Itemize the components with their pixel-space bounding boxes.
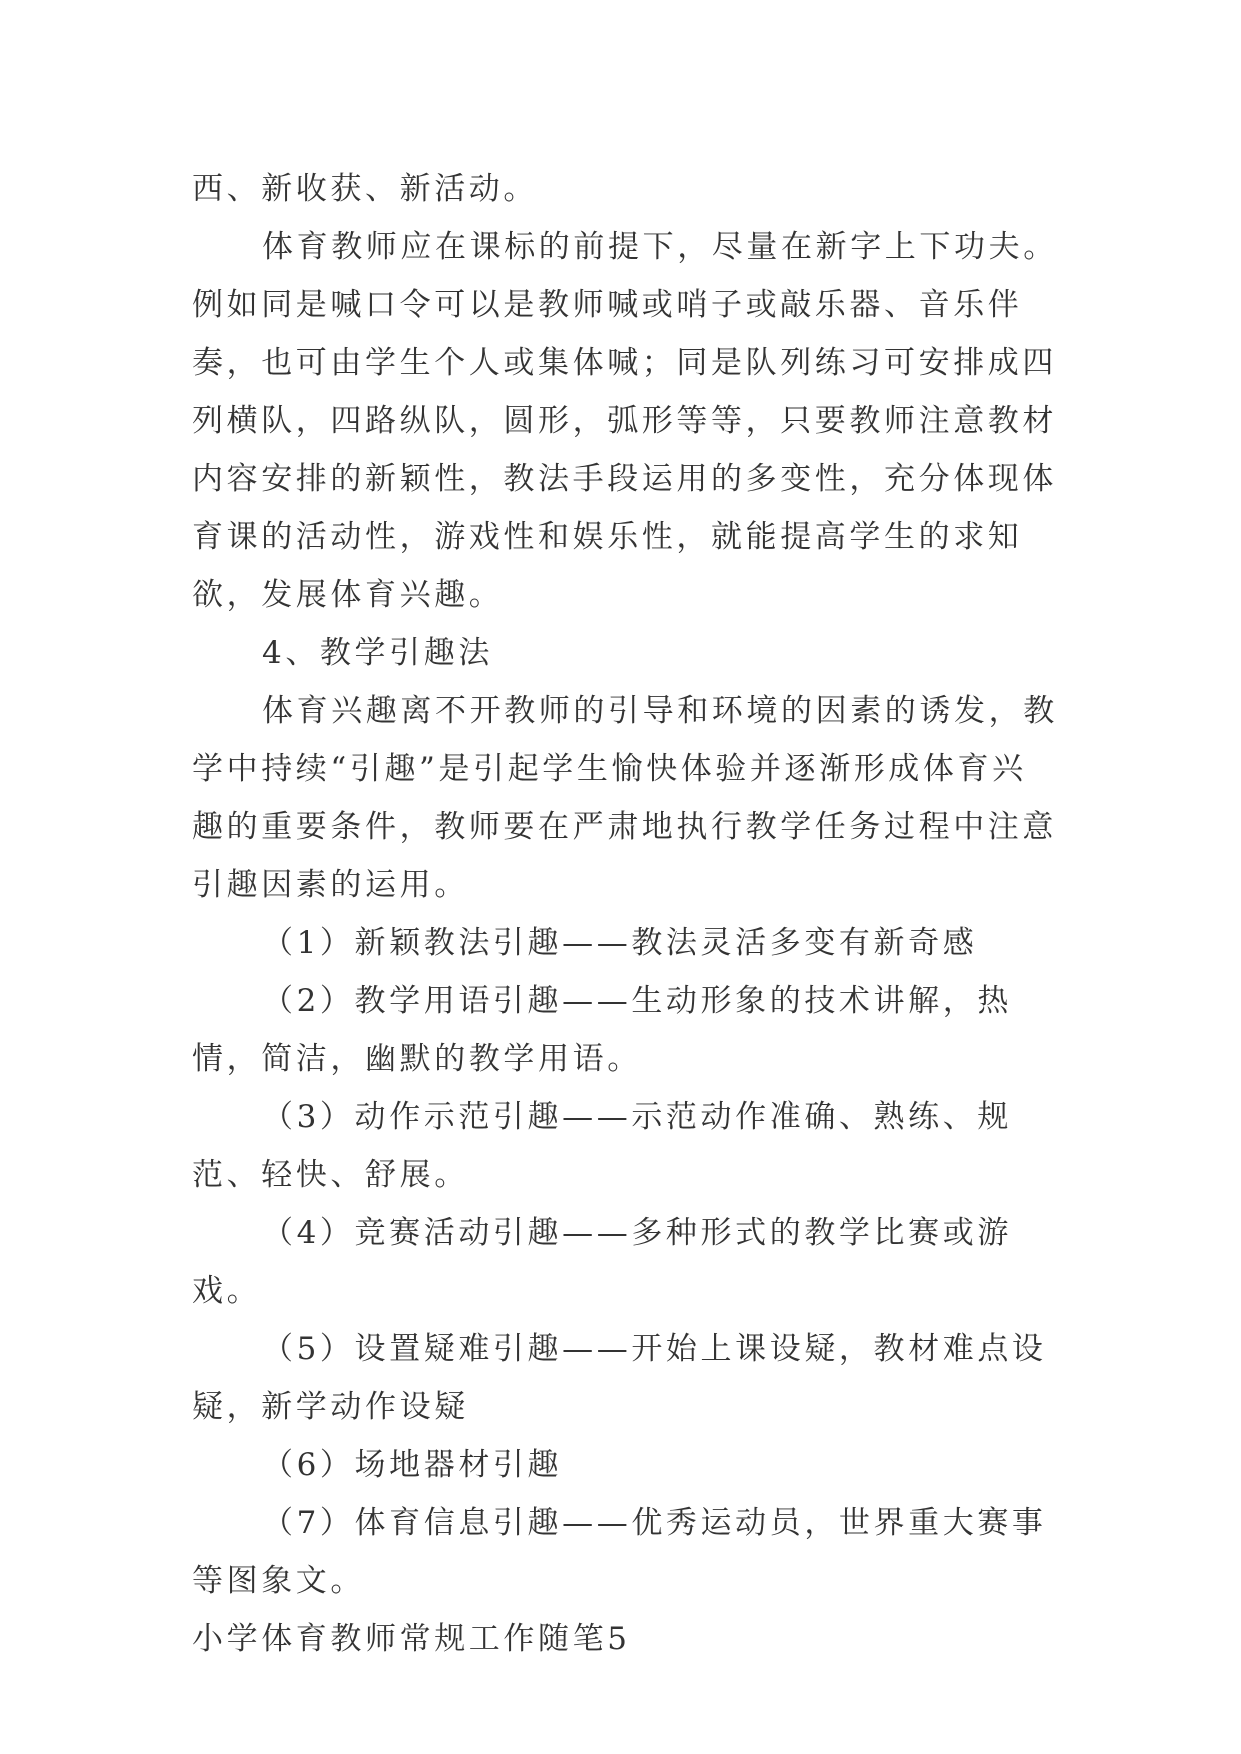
list-item-1: （1）新颖教法引趣——教法灵活多变有新奇感	[262, 925, 978, 961]
list-item-3: （3）动作示范引趣——示范动作准确、熟练、规范、轻快、舒展。	[192, 1099, 1012, 1193]
list-item-4: （4）竞赛活动引趣——多种形式的教学比赛或游戏。	[192, 1215, 1012, 1309]
paragraph-2: 体育教师应在课标的前提下，尽量在新字上下功夫。例如同是喊口令可以是教师喊或哨子或敲乐器、音乐伴奏，也可由学生个人或集体喊；同是队列练习可安排成四列横队，四路纵队，圆形，弧形等等，只要教师注意教材内容安排的新颖性，教法手段运用的多变性，充分体现体育课的活动性，游戏性和娱乐性，就能提高学生的求知欲，发展体育兴趣。	[192, 229, 1058, 613]
paragraph-3: 体育兴趣离不开教师的引导和环境的因素的诱发，教学中持续“引趣”是引起学生愉快体验并逐渐形成体育兴趣的重要条件，教师要在严肃地执行教学任务过程中注意引趣因素的运用。	[192, 693, 1058, 903]
list-item-5: （5）设置疑难引趣——开始上课设疑，教材难点设疑，新学动作设疑	[192, 1331, 1047, 1425]
section-heading-4: 4、教学引趣法	[262, 635, 493, 671]
list-item-7: （7）体育信息引趣——优秀运动员，世界重大赛事等图象文。	[192, 1505, 1047, 1599]
document-body	[192, 160, 1060, 1668]
list-item-2: （2）教学用语引趣——生动形象的技术讲解，热情，简洁，幽默的教学用语。	[192, 983, 1012, 1077]
section-title: 小学体育教师常规工作随笔5	[192, 1621, 631, 1657]
list-item-6: （6）场地器材引趣	[262, 1447, 563, 1483]
paragraph-1: 西、新收获、新活动。	[192, 171, 538, 207]
